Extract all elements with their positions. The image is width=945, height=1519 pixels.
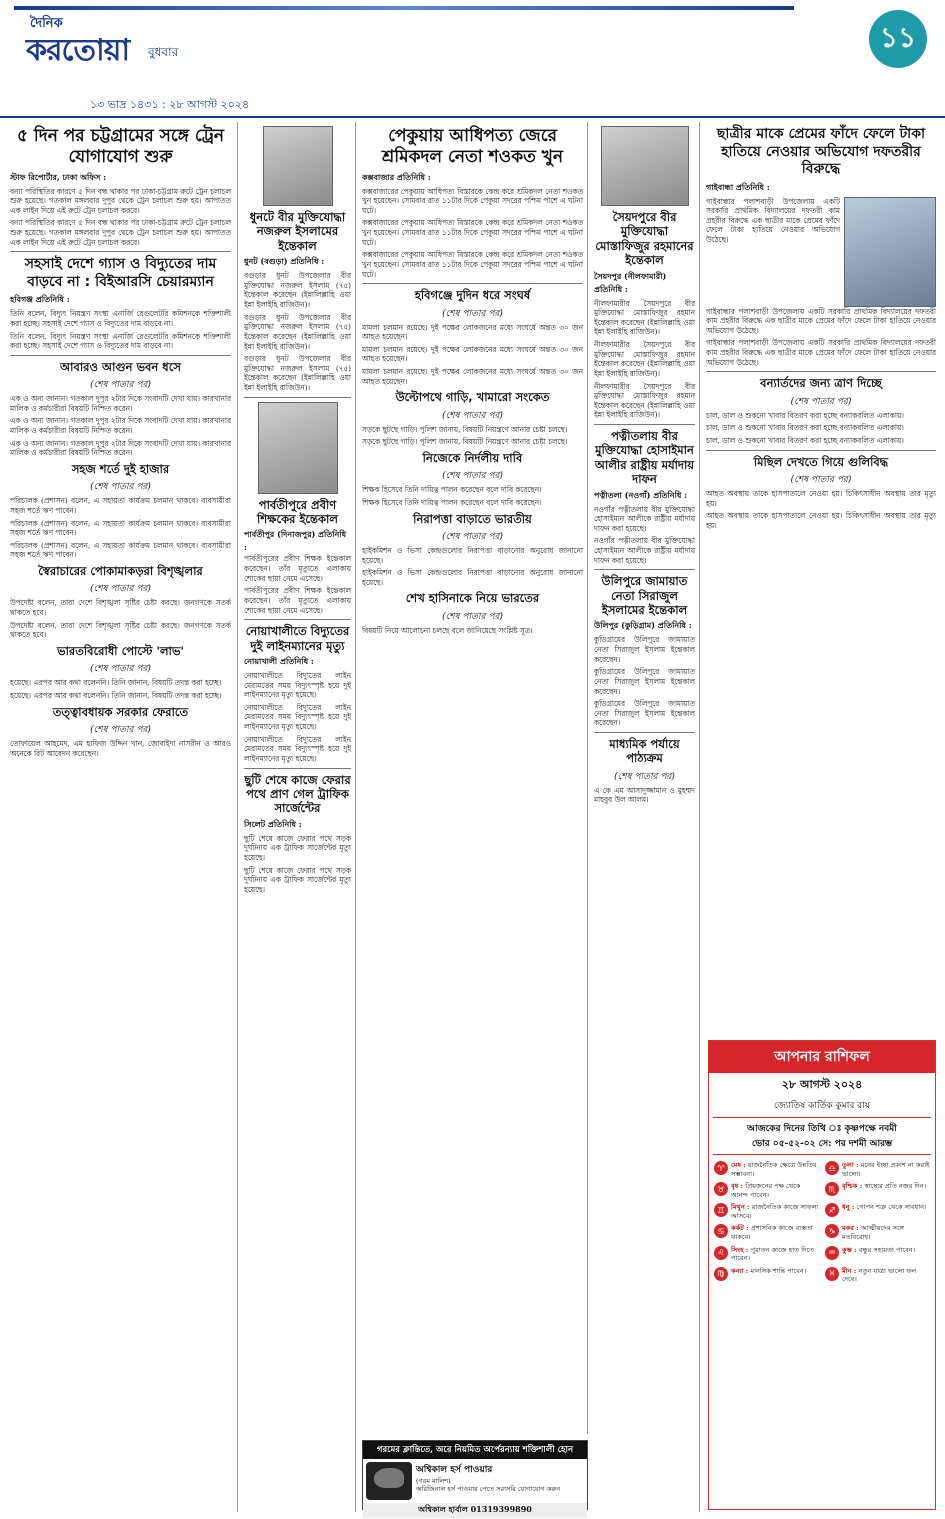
zodiac-icon: ♓ bbox=[825, 1267, 839, 1281]
zodiac-sign bbox=[714, 1246, 819, 1263]
headline-anti-india-post[interactable]: ভারতবিরোধী পোস্টে 'লাভ' bbox=[57, 643, 184, 658]
article-body-filler: কক্সবাজারের পেকুয়ায় আধিপত্য বিস্তারকে কেন্দ্র করে শ্রমিকদল নেতা শওকত খুন হয়েছেন। সোমবার রাত ১১টার দিকে পেকুয়া সদরের পশ্চিম পাশে এ ঘটনা ঘটে। bbox=[362, 250, 583, 279]
article-body: হাইকমিশন ও ভিসা কেন্দ্রগুলোর নিরাপত্তা বাড়ানোর অনুরোধ জানানো হয়েছে। bbox=[362, 545, 583, 565]
logo-small: দৈনিক bbox=[30, 16, 63, 31]
headline-sheikh-hasina[interactable]: শেখ হাসিনাকে নিয়ে ভারতের bbox=[405, 591, 540, 606]
zodiac-reading: নতুন যাত্রা ভালো ফল দেবে। bbox=[842, 1266, 917, 1284]
article-body: নওগাঁর পত্নীতলায় বীর মুক্তিযোদ্ধা হোসাইমান আলীকে রাষ্ট্রীয় মর্যাদায় দাফন করা হয়েছে। bbox=[594, 504, 695, 533]
headline-autocrat[interactable]: স্বৈরাচারের পোকামাকড়রা বিশৃঙ্খলার bbox=[38, 564, 203, 578]
ad-body bbox=[363, 1459, 587, 1503]
zodiac-name: ধনু : bbox=[842, 1203, 857, 1212]
article-body-filler: বগুড়ার ধুনট উপজেলার বীর মুক্তিযোদ্ধা নজরুল ইসলাম (৭৫) ইন্তেকাল করেছেন (ইন্নালিল্লাহি ওয়া ইন্না ইলাইহি রাজিউন)। bbox=[244, 312, 351, 351]
article-body-filler: শিক্ষক হিসেবে তিনি দায়িত্ব পালন করেছেন বলে দাবি করেছেন। bbox=[362, 497, 542, 507]
portrait-photo bbox=[601, 126, 689, 206]
article-with-photo bbox=[706, 197, 936, 307]
article-body: তোফায়েল আহমেদ, এম হাফিজ উদ্দিন খান, জোবাইদা নাসরীন ও আরও অনেকে রিট আবেদন করেছেন। bbox=[10, 738, 231, 758]
zodiac-text bbox=[731, 1203, 819, 1220]
zodiac-sign bbox=[714, 1182, 819, 1199]
article-body-filler: গাইবান্ধার পলাশবাড়ী উপজেলায় একটি সরকারি প্রাথমিক বিদ্যালয়ের দফতরী কাম প্রহরীর বিরুদ্ধে এক ছাত্রীর মাকে প্রেমের ফাঁদে ফেলে টাকা হাতিয়ে নেওয়ার অভিযোগ উঠেছে। bbox=[706, 306, 936, 335]
zodiac-icon: ♑ bbox=[825, 1224, 839, 1238]
article-body-filler: বন্যা পরিস্থিতির কারণে ৫ দিন বন্ধ থাকার পর ঢাকা-চট্টগ্রাম রুটে ট্রেন চলাচল শুরু হয়েছে। গতকাল মঙ্গলবার দুপুর থেকে ট্রেন চলাচল শুরু হয়। আপাতত এক লাইন দিয়ে এই রুটে ট্রেন চলাচল করবে। bbox=[10, 218, 231, 247]
zodiac-name: কর্কট : bbox=[731, 1224, 751, 1233]
article-body-filler: বগুড়ার ধুনট উপজেলার বীর মুক্তিযোদ্ধা নজরুল ইসলাম (৭৫) ইন্তেকাল করেছেন (ইন্নালিল্লাহি ওয়া ইন্না ইলাইহি রাজিউন)। bbox=[244, 354, 351, 392]
column-1 bbox=[10, 122, 238, 1512]
zodiac-name: তুলা : bbox=[842, 1161, 861, 1169]
tithi bbox=[713, 1117, 931, 1155]
divider bbox=[362, 283, 583, 284]
zodiac-sign bbox=[714, 1203, 819, 1220]
zodiac-name: বৃষ : bbox=[731, 1182, 746, 1191]
article-body-filler: এক ও অন্য জানান। গতকাল দুপুর ২টার দিকে সংবাদটি দেখা যায়। কারখানার মালিক ও কর্মচারীরা বিষয়টি নিশ্চিত করেন। bbox=[10, 438, 231, 458]
zodiac-icon: ♊ bbox=[714, 1203, 728, 1217]
zodiac-text bbox=[731, 1182, 819, 1199]
article-body-filler: গাইবান্ধার পলাশবাড়ী উপজেলায় একটি সরকারি প্রাথমিক বিদ্যালয়ের দফতরী কাম প্রহরীর বিরুদ্ধে এক ছাত্রীর মাকে প্রেমের ফাঁদে ফেলে টাকা হাতিয়ে নেওয়ার অভিযোগ উঠেছে। bbox=[706, 338, 936, 367]
headline-train[interactable]: ৫ দিন পর চট্টগ্রামের সঙ্গে ট্রেন যোগাযোগ শুরু bbox=[16, 126, 225, 168]
column-4 bbox=[594, 122, 700, 1512]
continued-label: (শেষ পাতার পর) bbox=[442, 410, 503, 421]
headline-gas-price[interactable]: সহসাই দেশে গ্যাস ও বিদ্যুতের দাম বাড়বে না : বিইআরসি চেয়ারম্যান bbox=[24, 256, 217, 290]
byline: কক্সবাজার প্রতিনিধি : bbox=[362, 171, 431, 182]
zodiac-reading: বন্ধুর সহায়তা পাবেন। bbox=[858, 1245, 916, 1254]
page-number-badge: ১১ bbox=[869, 10, 927, 68]
column-5 bbox=[706, 122, 936, 1032]
zodiac-icon: ♒ bbox=[825, 1246, 839, 1260]
divider bbox=[244, 619, 351, 620]
zodiac-sign bbox=[714, 1224, 819, 1241]
byline: সিলেট প্রতিনিধি : bbox=[244, 818, 302, 829]
headline-parbatipur-teacher[interactable]: পার্বতীপুরে প্রবীণ শিক্ষকের ইন্তেকাল bbox=[257, 497, 338, 526]
zodiac-text bbox=[842, 1246, 915, 1255]
zodiac-icon: ♎ bbox=[825, 1161, 839, 1175]
headline-procession-shot[interactable]: মিছিল দেখতে গিয়ে গুলিবিদ্ধ bbox=[753, 454, 889, 469]
newspaper-logo: করতোয়া bbox=[26, 33, 130, 68]
masthead-day: বুধবার bbox=[148, 45, 179, 59]
article-body: পরিচালক (প্রশাসন) বলেন, এ সহায়তা কার্যক্রম চলমান থাকবে। ব্যবসায়ীরা সহজ শর্তে ঋণ পাবেন। bbox=[10, 496, 231, 515]
article-body: পার্বতীপুরের প্রবীণ শিক্ষক ইন্তেকাল করেছেন। তাঁর মৃত্যুতে এলাকায় শোকের ছায়া নেমে এসেছে। bbox=[244, 554, 351, 583]
article-body-filler: সড়কে ছুটছে গাড়ি। পুলিশ জানায়, বিষয়টি নিয়ন্ত্রণে আনার চেষ্টা চলছে। bbox=[362, 437, 568, 447]
zodiac-icon: ♉ bbox=[714, 1182, 728, 1196]
horoscope-author: জ্যোতিষ কার্তিক কুমার রায় bbox=[773, 1101, 871, 1111]
zodiac-sign bbox=[825, 1267, 930, 1284]
article-body-filler: কুড়িগ্রামের উলিপুরে জামায়াত নেতা সিরাজুল ইসলাম ইন্তেকাল করেছেন। bbox=[594, 667, 695, 696]
headline-saidpur-freedom-fighter[interactable]: সৈয়দপুরে বীর মুক্তিযোদ্ধা মোস্তাফিজুর রহমানের ইন্তেকাল bbox=[595, 210, 694, 268]
article-body: বগুড়ার ধুনট উপজেলার বীর মুক্তিযোদ্ধা নজরুল ইসলাম (৭৫) ইন্তেকাল করেছেন (ইন্নালিল্লাহি ওয়া ইন্না ইলাইহি রাজিউন)। bbox=[244, 271, 351, 309]
article-body-filler: মামলা চলমান রয়েছে। দুই পক্ষের লোকজনের মধ্যে সংঘর্ষে অন্তত ৩০ জন আহত হয়েছেন। bbox=[362, 367, 583, 386]
zodiac-reading: প্রশাসনিক কাজে ব্যস্ততা থাকবে। bbox=[731, 1224, 813, 1241]
article-body: আহত অবস্থায় তাকে হাসপাতালে নেওয়া হয়। চিকিৎসাধীন অবস্থায় তার মৃত্যু হয়। bbox=[706, 488, 936, 508]
zodiac-text bbox=[842, 1267, 930, 1284]
continued-label: (শেষ পাতার পর) bbox=[790, 474, 852, 485]
article-body: কক্সবাজারের পেকুয়ায় আধিপত্য বিস্তারকে কেন্দ্র করে শ্রমিকদল নেতা শওকত খুন হয়েছেন। সোমবার রাত ১১টার দিকে পেকুয়া সদরের পশ্চিম পাশে এ ঘটনা ঘটে। bbox=[362, 186, 583, 215]
article-body: বন্যা পরিস্থিতির কারণে ৫ দিন বন্ধ থাকার পর ঢাকা-চট্টগ্রাম রুটে ট্রেন চলাচল শুরু হয়েছে। গতকাল মঙ্গলবার দুপুর থেকে ট্রেন চলাচল শুরু হয়। আপাতত এক লাইন দিয়ে এই রুটে ট্রেন চলাচল করবে। bbox=[10, 186, 231, 215]
zodiac-name: মিথুন : bbox=[731, 1203, 752, 1212]
article-body-filler: তিনি বলেন, বিদ্যুৎ নিয়ন্ত্রণ সংস্থা এনার্জি রেগুলেটরি কমিশনকে শক্তিশালী করা হচ্ছে। সহসাই দেশে গ্যাস ও বিদ্যুতের দাম বাড়বে না। bbox=[10, 331, 231, 351]
ad-product-sub: (গরম মালিশ) bbox=[416, 1477, 451, 1485]
zodiac-name: কুম্ভ : bbox=[842, 1245, 859, 1254]
byline: ধুনট (বগুড়া) প্রতিনিধি : bbox=[244, 256, 325, 267]
article-body-filler: আহত অবস্থায় তাকে হাসপাতালে নেওয়া হয়। চিকিৎসাধীন অবস্থায় তার মৃত্যু হয়। bbox=[706, 511, 936, 530]
byline: পত্নীতলা (নওগাঁ) প্রতিনিধি : bbox=[594, 489, 688, 500]
article-body: মামলা চলমান রয়েছে। দুই পক্ষের লোকজনের মধ্যে সংঘর্ষে অন্তত ৩০ জন আহত হয়েছেন। bbox=[362, 322, 583, 342]
zodiac-icon: ♐ bbox=[825, 1203, 839, 1217]
zodiac-sign bbox=[825, 1246, 930, 1263]
zodiac-sign bbox=[714, 1267, 819, 1284]
byline: উলিপুর (কুড়িগ্রাম) প্রতিনিধি : bbox=[594, 620, 692, 631]
zodiac-sign bbox=[825, 1182, 930, 1199]
divider bbox=[244, 397, 351, 398]
zodiac-text bbox=[731, 1161, 819, 1178]
article-body-filler: হাইকমিশন ও ভিসা কেন্দ্রগুলোর নিরাপত্তা বাড়ানোর অনুরোধ জানানো হয়েছে। bbox=[362, 568, 583, 587]
zodiac-text bbox=[731, 1224, 819, 1241]
headline-security-india[interactable]: নিরাপত্তা বাড়াতে ভারতীয় bbox=[413, 511, 532, 526]
headline-flood-relief[interactable]: বন্যার্তদের জন্য ত্রাণ দিচ্ছে bbox=[760, 376, 882, 391]
zodiac-icon: ♏ bbox=[825, 1182, 839, 1196]
continued-label: (শেষ পাতার পর) bbox=[90, 482, 151, 493]
article-body: তিনি বলেন, বিদ্যুৎ নিয়ন্ত্রণ সংস্থা এনার্জি রেগুলেটরি কমিশনকে শক্তিশালী করা হচ্ছে। সহসাই দেশে গ্যাস ও বিদ্যুতের দাম বাড়বে না। bbox=[10, 309, 231, 328]
column-2 bbox=[244, 122, 356, 1512]
zodiac-text bbox=[842, 1182, 926, 1191]
continued-label: (শেষ পাতার পর) bbox=[614, 771, 675, 782]
article-body-filler: চাল, ডাল ও শুকনো খাবার বিতরণ করা হচ্ছে বন্যাকবলিত এলাকায়। bbox=[706, 423, 904, 433]
tithi-label: আজকের দিনের তিথি ঃ কৃষ্ণপক্ষে নবমী bbox=[747, 1124, 897, 1134]
headline-pekua-murder[interactable]: পেকুয়ায় আধিপত্য জেরে শ্রমিকদল নেতা শওকত খুন bbox=[381, 126, 564, 168]
zodiac-name: মীন : bbox=[842, 1266, 859, 1275]
article-body: ছুটি শেষে কাজে ফেরার পথে সড়ক দুর্ঘটনায় এক ট্রাফিক সার্জেন্টের মৃত্যু হয়েছে। bbox=[244, 833, 351, 862]
divider bbox=[706, 371, 936, 372]
zodiac-name: মেষ : bbox=[731, 1161, 748, 1169]
article-body: উপদেষ্টা বলেন, তারা দেশে বিশৃঙ্খলা সৃষ্টির চেষ্টা করছে। জনগণকে সতর্ক থাকতে হবে। bbox=[10, 598, 231, 617]
article-body: চাল, ডাল ও শুকনো খাবার বিতরণ করা হচ্ছে বন্যাকবলিত এলাকায়। bbox=[706, 410, 904, 420]
zodiac-grid bbox=[709, 1159, 935, 1286]
byline: সৈয়দপুর (নীলফামারী) প্রতিনিধি : bbox=[594, 270, 667, 294]
zodiac-sign bbox=[714, 1161, 819, 1178]
zodiac-reading: গোপন শত্রু থেকে সাবধান। bbox=[856, 1203, 927, 1212]
article-body-filler: ছুটি শেষে কাজে ফেরার পথে সড়ক দুর্ঘটনায় এক ট্রাফিক সার্জেন্টের মৃত্যু হয়েছে। bbox=[244, 865, 351, 894]
headline-noakhali-linemen[interactable]: নোয়াখালীতে বিদ্যুতের দুই লাইনম্যানের মৃত্যু bbox=[245, 624, 350, 653]
article-body-filler: পার্বতীপুরের প্রবীণ শিক্ষক ইন্তেকাল করেছেন। তাঁর মৃত্যুতে এলাকায় শোকের ছায়া নেমে এসেছে। bbox=[244, 586, 351, 615]
article-body-filler: নওগাঁর পত্নীতলায় বীর মুক্তিযোদ্ধা হোসাইমান আলীকে রাষ্ট্রীয় মর্যাদায় দাফন করা হয়েছে। bbox=[594, 536, 695, 565]
horse-icon bbox=[366, 1462, 412, 1500]
zodiac-text bbox=[842, 1161, 930, 1178]
horoscope-box bbox=[708, 1040, 936, 1510]
byline: স্টাফ রিপোর্টার, ঢাকা অফিস : bbox=[10, 171, 107, 182]
headline-dhunat-freedom-fighter[interactable]: ধুনটে বীর মুক্তিযোদ্ধা নজরুল ইসলামের ইন্তেকাল bbox=[249, 210, 346, 253]
zodiac-name: কন্যা : bbox=[731, 1266, 751, 1275]
byline: নোয়াখালী প্রতিনিধি : bbox=[244, 655, 314, 666]
byline: হবিগঞ্জ প্রতিনিধি : bbox=[10, 294, 70, 305]
headline-dofotori[interactable]: ছাত্রীর মাকে প্রেমের ফাঁদে ফেলে টাকা হাতিয়ে নেওয়ার অভিযোগ দফতরীর বিরুদ্ধে bbox=[716, 126, 926, 177]
headline-traffic-sergeant[interactable]: ছুটি শেষে কাজে ফেরার পথে প্রাণ গেল ট্রাফিক সার্জেন্টের bbox=[244, 772, 351, 816]
zodiac-icon: ♈ bbox=[714, 1161, 728, 1175]
zodiac-name: সিংহ : bbox=[731, 1245, 751, 1254]
zodiac-name: মকর : bbox=[842, 1224, 861, 1233]
ad-text bbox=[416, 1462, 560, 1500]
continued-label: (শেষ পাতার পর) bbox=[90, 584, 151, 595]
news-photo bbox=[844, 197, 936, 307]
zodiac-reading: মানসিক শান্তি পাবেন। bbox=[750, 1266, 807, 1275]
headline-caretaker[interactable]: তত্ত্বাবধায়ক সরকার ফেরাতে bbox=[52, 704, 189, 719]
divider bbox=[244, 768, 351, 769]
advertisement-horse-power[interactable] bbox=[362, 1440, 588, 1514]
zodiac-icon: ♌ bbox=[714, 1246, 728, 1260]
headline-fire[interactable]: আবারও আগুন ভবন ধসে bbox=[60, 359, 181, 374]
zodiac-reading: প্রিয়জনের পক্ষ থেকে আনন্দ পাবেন। bbox=[731, 1182, 801, 1199]
divider bbox=[706, 450, 936, 451]
column-3 bbox=[362, 122, 588, 1434]
article-body: নোয়াখালীতে বিদ্যুতের লাইন মেরামতের সময় বিদ্যুৎস্পৃষ্ট হয়ে দুই লাইনম্যানের মৃত্যু হয়েছে। bbox=[244, 670, 351, 700]
zodiac-reading: স্বাস্থ্যের প্রতি নজর দিন। bbox=[864, 1182, 927, 1191]
horoscope-date: ২৮ আগস্ট ২০২৪ bbox=[781, 1078, 863, 1091]
ad-headline: গরমের ক্লান্তিতে, অরে নিয়মিত অর্পেরন্যায় শক্তিশালী হোন bbox=[363, 1441, 587, 1459]
masthead bbox=[0, 0, 945, 118]
article-body: শিক্ষক হিসেবে তিনি দায়িত্ব পালন করেছেন বলে দাবি করেছেন। bbox=[362, 485, 542, 495]
zodiac-reading: পুরাতন কাজে হাত দিতে পারেন। bbox=[731, 1245, 815, 1263]
zodiac-sign bbox=[825, 1224, 930, 1241]
article-body-filler: মামলা চলমান রয়েছে। দুই পক্ষের লোকজনের মধ্যে সংঘর্ষে অন্তত ৩০ জন আহত হয়েছেন। bbox=[362, 344, 583, 364]
headline-easy-terms[interactable]: সহজ শর্তে দুই হাজার bbox=[71, 461, 170, 476]
continued-label: (শেষ পাতার পর) bbox=[90, 664, 151, 675]
headline-nonpartisan[interactable]: নিজেকে নির্দলীয় দাবি bbox=[422, 450, 523, 465]
masthead-date: ১৩ ভাদ্র ১৪৩১ : ২৮ আগস্ট ২০২৪ bbox=[90, 98, 250, 111]
divider bbox=[10, 251, 231, 252]
horoscope-title: আপনার রাশিফল bbox=[709, 1041, 935, 1073]
byline: গাইবান্ধা প্রতিনিধি : bbox=[706, 181, 770, 192]
zodiac-icon: ♍ bbox=[714, 1267, 728, 1281]
article-body-filler: পরিচালক (প্রশাসন) বলেন, এ সহায়তা কার্যক্রম চলমান থাকবে। ব্যবসায়ীরা সহজ শর্তে ঋণ পাবেন। bbox=[10, 540, 231, 560]
article-body-filler: উপদেষ্টা বলেন, তারা দেশে বিশৃঙ্খলা সৃষ্টির চেষ্টা করছে। জনগণকে সতর্ক থাকতে হবে। bbox=[10, 620, 231, 640]
article-body-filler: কক্সবাজারের পেকুয়ায় আধিপত্য বিস্তারকে কেন্দ্র করে শ্রমিকদল নেতা শওকত খুন হয়েছেন। সোমবার রাত ১১টার দিকে পেকুয়া সদরের পশ্চিম পাশে এ ঘটনা ঘটে। bbox=[362, 218, 583, 247]
tithi-time: ভোর ০৫-৫২-০২ সে: পর দশমী আরম্ভ bbox=[751, 1139, 893, 1149]
article-body: কুড়িগ্রামের উলিপুরে জামায়াত নেতা সিরাজুল ইসলাম ইন্তেকাল করেছেন। bbox=[594, 635, 695, 664]
article-body-filler: চাল, ডাল ও শুকনো খাবার বিতরণ করা হচ্ছে বন্যাকবলিত এলাকায়। bbox=[706, 435, 904, 445]
portrait-photo bbox=[263, 126, 333, 206]
headline-curriculum[interactable]: মাধ্যমিক পর্যায়ে পাঠ্যক্রম bbox=[609, 737, 680, 766]
zodiac-reading: রাজনৈতিক ক্ষেত্রে উন্নতির সম্ভাবনা। bbox=[731, 1161, 817, 1178]
article-body-filler: হয়েছে। এরপর আর কথা বলেননি। তিনি জানান, বিষয়টি তদন্ত করা হচ্ছে। bbox=[10, 690, 222, 700]
article-body: এ কে এম আসাদুজ্জামান ও মুহম্মদ মাহবুব উল আলম। bbox=[594, 785, 695, 805]
zodiac-text bbox=[842, 1224, 930, 1241]
continued-label: (শেষ পাতার পর) bbox=[442, 611, 503, 622]
article-body-filler: নোয়াখালীতে বিদ্যুতের লাইন মেরামতের সময় বিদ্যুৎস্পৃষ্ট হয়ে দুই লাইনম্যানের মৃত্যু হয়েছে। bbox=[244, 734, 351, 763]
continued-label: (শেষ পাতার পর) bbox=[442, 471, 503, 482]
continued-label: (শেষ পাতার পর) bbox=[90, 724, 151, 735]
zodiac-sign bbox=[825, 1161, 930, 1178]
article-body-filler: নীলফামারীর সৈয়দপুরে বীর মুক্তিযোদ্ধা মোস্তাফিজুর রহমান ইন্তেকাল করেছেন (ইন্নালিল্লাহি ওয়া ইন্না ইলাইহি রাজিউন)। bbox=[594, 340, 695, 378]
article-body-filler: নোয়াখালীতে বিদ্যুতের লাইন মেরামতের সময় বিদ্যুৎস্পৃষ্ট হয়ে দুই লাইনম্যানের মৃত্যু হয়েছে। bbox=[244, 702, 351, 731]
ad-product: অশ্বিকাল হর্স পাওয়ার bbox=[416, 1465, 493, 1475]
headline-ulipur-jamaat[interactable]: উলিপুরে জামায়াত নেতা সিরাজুল ইসলামের ইন্তেকাল bbox=[601, 574, 688, 617]
article-body-filler: এক ও অন্য জানান। গতকাল দুপুর ২টার দিকে সংবাদটি দেখা যায়। কারখানার মালিক ও কর্মচারীরা বিষয়টি নিশ্চিত করেন। bbox=[10, 416, 231, 435]
article-body: হয়েছে। এরপর আর কথা বলেননি। তিনি জানান, বিষয়টি তদন্ত করা হচ্ছে। bbox=[10, 678, 222, 688]
zodiac-text bbox=[731, 1267, 806, 1276]
continued-label: (শেষ পাতার পর) bbox=[790, 396, 852, 407]
ad-desc: অরিজিনাল হর্স পাওয়ার পেতে সরাসরি যোগাযোগ করুন bbox=[416, 1485, 561, 1494]
zodiac-text bbox=[842, 1203, 926, 1212]
divider bbox=[594, 424, 695, 425]
divider bbox=[594, 569, 695, 570]
divider bbox=[10, 355, 231, 356]
headline-wrong-way[interactable]: উল্টোপথে গাড়ি, খামারো সংকেত bbox=[395, 390, 550, 405]
zodiac-name: বৃশ্চিক : bbox=[842, 1182, 865, 1191]
ad-phone: অশ্বিকাল হার্বাল 01319399890 bbox=[363, 1503, 587, 1518]
zodiac-icon: ♋ bbox=[714, 1224, 728, 1238]
continued-label: (শেষ পাতার পর) bbox=[442, 531, 503, 542]
article-body: সড়কে ছুটছে গাড়ি। পুলিশ জানায়, বিষয়টি নিয়ন্ত্রণে আনার চেষ্টা চলছে। bbox=[362, 424, 568, 434]
byline: পার্বতীপুর (দিনাজপুর) প্রতিনিধি : bbox=[244, 529, 347, 553]
headline-habiganj-clash[interactable]: হবিগঞ্জে দুদিন ধরে সংঘর্ষ bbox=[414, 288, 531, 303]
portrait-photo bbox=[258, 402, 338, 494]
headline-patnitala-burial[interactable]: পত্নীতলায় বীর মুক্তিযোদ্ধা হোসাইমান আলীর রাষ্ট্রীয় মর্যাদায় দাফন bbox=[594, 429, 695, 487]
zodiac-sign bbox=[825, 1203, 930, 1220]
continued-label: (শেষ পাতার পর) bbox=[442, 308, 503, 319]
divider bbox=[594, 732, 695, 733]
article-body-filler: পরিচালক (প্রশাসন) বলেন, এ সহায়তা কার্যক্রম চলমান থাকবে। ব্যবসায়ীরা সহজ শর্তে ঋণ পাবেন। bbox=[10, 518, 231, 538]
article-body: নীলফামারীর সৈয়দপুরে বীর মুক্তিযোদ্ধা মোস্তাফিজুর রহমান ইন্তেকাল করেছেন (ইন্নালিল্লাহি ওয়া ইন্না ইলাইহি রাজিউন)। bbox=[594, 298, 695, 337]
article-body-filler: নীলফামারীর সৈয়দপুরে বীর মুক্তিযোদ্ধা মোস্তাফিজুর রহমান ইন্তেকাল করেছেন (ইন্নালিল্লাহি ওয়া ইন্না ইলাইহি রাজিউন)। bbox=[594, 381, 695, 420]
article-body: গাইবান্ধার পলাশবাড়ী উপজেলায় একটি সরকারি প্রাথমিক বিদ্যালয়ের দফতরী কাম প্রহরীর বিরুদ্ধে এক ছাত্রীর মাকে প্রেমের ফাঁদে ফেলে টাকা হাতিয়ে নেওয়ার অভিযোগ উঠেছে। bbox=[706, 196, 840, 244]
masthead-top-rule bbox=[14, 6, 794, 10]
zodiac-reading: আত্মীয়দের সঙ্গে মতবিরোধ। bbox=[842, 1224, 904, 1241]
zodiac-reading: মনের ইচ্ছা প্রকাশ না করাই ভালো। bbox=[842, 1161, 930, 1178]
zodiac-reading: রাজনৈতিক কাজে সাফল্য আসবে। bbox=[731, 1203, 819, 1220]
article-body: এক ও অন্য জানান। গতকাল দুপুর ২টার দিকে সংবাদটি দেখা যায়। কারখানার মালিক ও কর্মচারীরা বিষয়টি নিশ্চিত করেন। bbox=[10, 394, 231, 413]
article-body-filler: কুড়িগ্রামের উলিপুরে জামায়াত নেতা সিরাজুল ইসলাম ইন্তেকাল করেছেন। bbox=[594, 699, 695, 728]
continued-label: (শেষ পাতার পর) bbox=[90, 380, 151, 391]
article-body: বিষয়টি নিয়ে আলোচনা চলছে বলে জানিয়েছে সংশ্লিষ্ট সূত্র। bbox=[362, 625, 533, 635]
zodiac-text bbox=[731, 1246, 819, 1263]
